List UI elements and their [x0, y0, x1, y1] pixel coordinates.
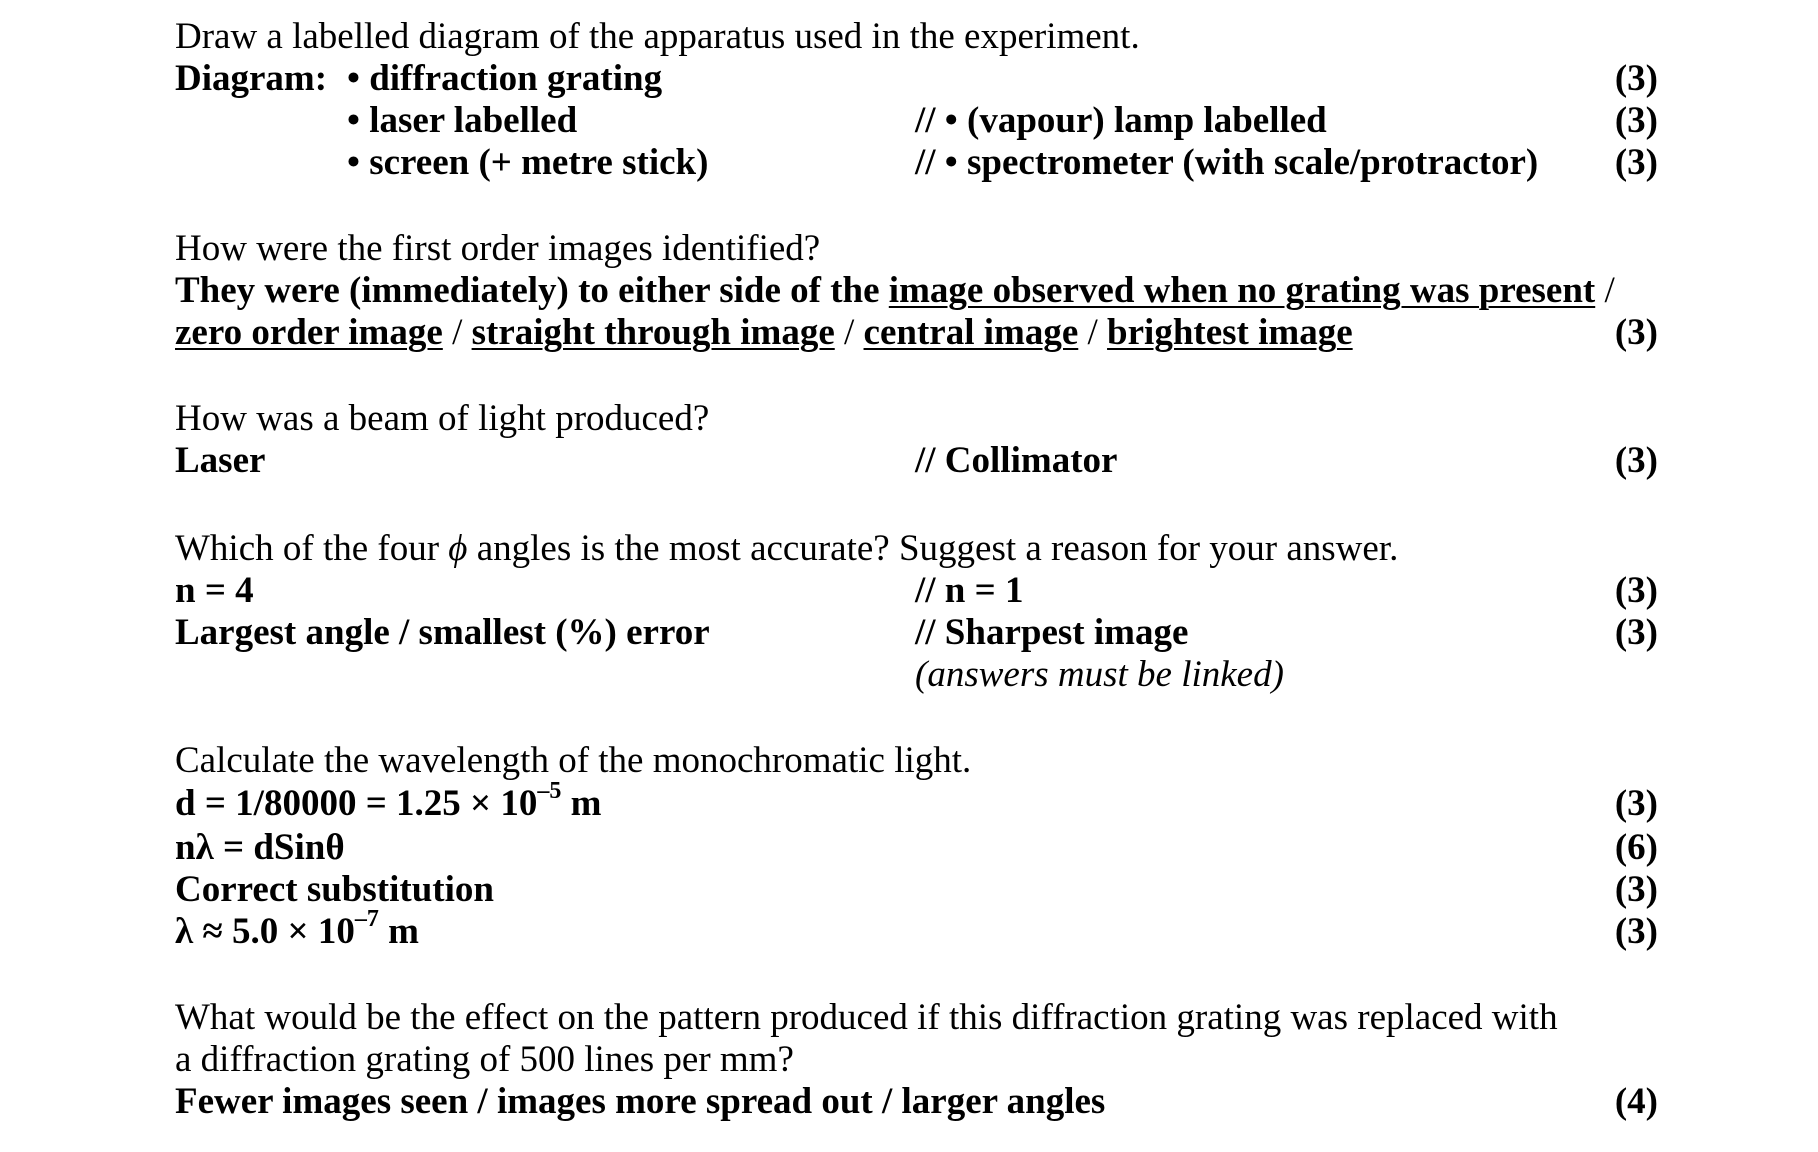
q4-row1-right: // n = 1 [915, 570, 1024, 611]
q5-line4-mark: (3) [1614, 911, 1658, 952]
q3-question: How was a beam of light produced? [175, 398, 710, 439]
q1-row3-left: • screen (+ metre stick) [347, 142, 709, 183]
q2-question: How were the first order images identified? [175, 228, 821, 269]
q1-row2-left: • laser labelled [347, 100, 578, 141]
q5-question: Calculate the wavelength of the monochromatic light. [175, 740, 972, 781]
q4-question-pre: Which of the four [175, 528, 449, 569]
q6-answer: Fewer images seen / images more spread out / larger angles [175, 1081, 1106, 1122]
q4-question [175, 528, 1398, 570]
q3-mark: (3) [1614, 440, 1658, 481]
q4-row2-left: Largest angle / smallest (%) error [175, 612, 710, 653]
q2-answer-line1 [175, 270, 1615, 312]
q1-row3-mark: (3) [1614, 142, 1658, 183]
q1-row3-right: // • spectrometer (with scale/protractor) [915, 142, 1539, 183]
q2-sep3: / [834, 312, 864, 353]
q3-right: // Collimator [915, 440, 1118, 481]
q5-line4 [175, 905, 419, 953]
q4-row1-left: n = 4 [175, 570, 254, 611]
q1-row2-mark: (3) [1614, 100, 1658, 141]
q2-opt4: central image [863, 312, 1079, 353]
q5-line1-unit: m [561, 783, 602, 824]
q1-row2-right: // • (vapour) lamp labelled [915, 100, 1327, 141]
q2-opt1: image observed when no grating was present [888, 270, 1596, 311]
q5-line3-mark: (3) [1614, 869, 1658, 910]
q5-line4-unit: m [378, 911, 419, 952]
q6-mark: (4) [1614, 1081, 1658, 1122]
q1-row1-mark: (3) [1614, 58, 1658, 99]
q1-question: Draw a labelled diagram of the apparatus used in the experiment. [175, 16, 1140, 57]
q2-sep1: / [1595, 270, 1615, 311]
q5-line4-exponent: –7 [354, 905, 379, 932]
diagram-label: Diagram: [175, 58, 328, 99]
q2-sep2: / [442, 312, 472, 353]
q4-question-post: angles is the most accurate? Suggest a reason for your answer. [467, 528, 1399, 569]
q4-note: (answers must be linked) [915, 654, 1284, 695]
q5-line1-mark: (3) [1614, 783, 1658, 824]
q5-line2: nλ = dSinθ [175, 827, 345, 868]
q6-question-line1: What would be the effect on the pattern produced if this diffraction grating was replaced with [175, 997, 1558, 1038]
q3-left: Laser [175, 440, 266, 481]
q5-line2-mark: (6) [1614, 827, 1658, 868]
q2-mark: (3) [1614, 312, 1658, 353]
q2-opt2: zero order image [175, 312, 443, 353]
phi-symbol: ϕ [448, 528, 468, 569]
q2-answer-line2 [175, 312, 1353, 354]
q1-row1-left: • diffraction grating [347, 58, 663, 99]
q5-line3: Correct substitution [175, 869, 494, 910]
q2-opt5: brightest image [1107, 312, 1353, 353]
q4-row2-right: // Sharpest image [915, 612, 1189, 653]
q5-line1 [175, 777, 602, 825]
q5-line1-text: d = 1/80000 = 1.25 × 10 [175, 783, 538, 824]
q4-row2-mark: (3) [1614, 612, 1658, 653]
q6-question-line2: a diffraction grating of 500 lines per mm? [175, 1039, 794, 1080]
q4-row1-mark: (3) [1614, 570, 1658, 611]
q5-line1-exponent: –5 [537, 777, 562, 804]
q2-opt3: straight through image [471, 312, 835, 353]
q2-sep4: / [1078, 312, 1108, 353]
q5-line4-text: λ ≈ 5.0 × 10 [175, 911, 355, 952]
q2-answer-intro: They were (immediately) to either side of the [175, 270, 889, 311]
